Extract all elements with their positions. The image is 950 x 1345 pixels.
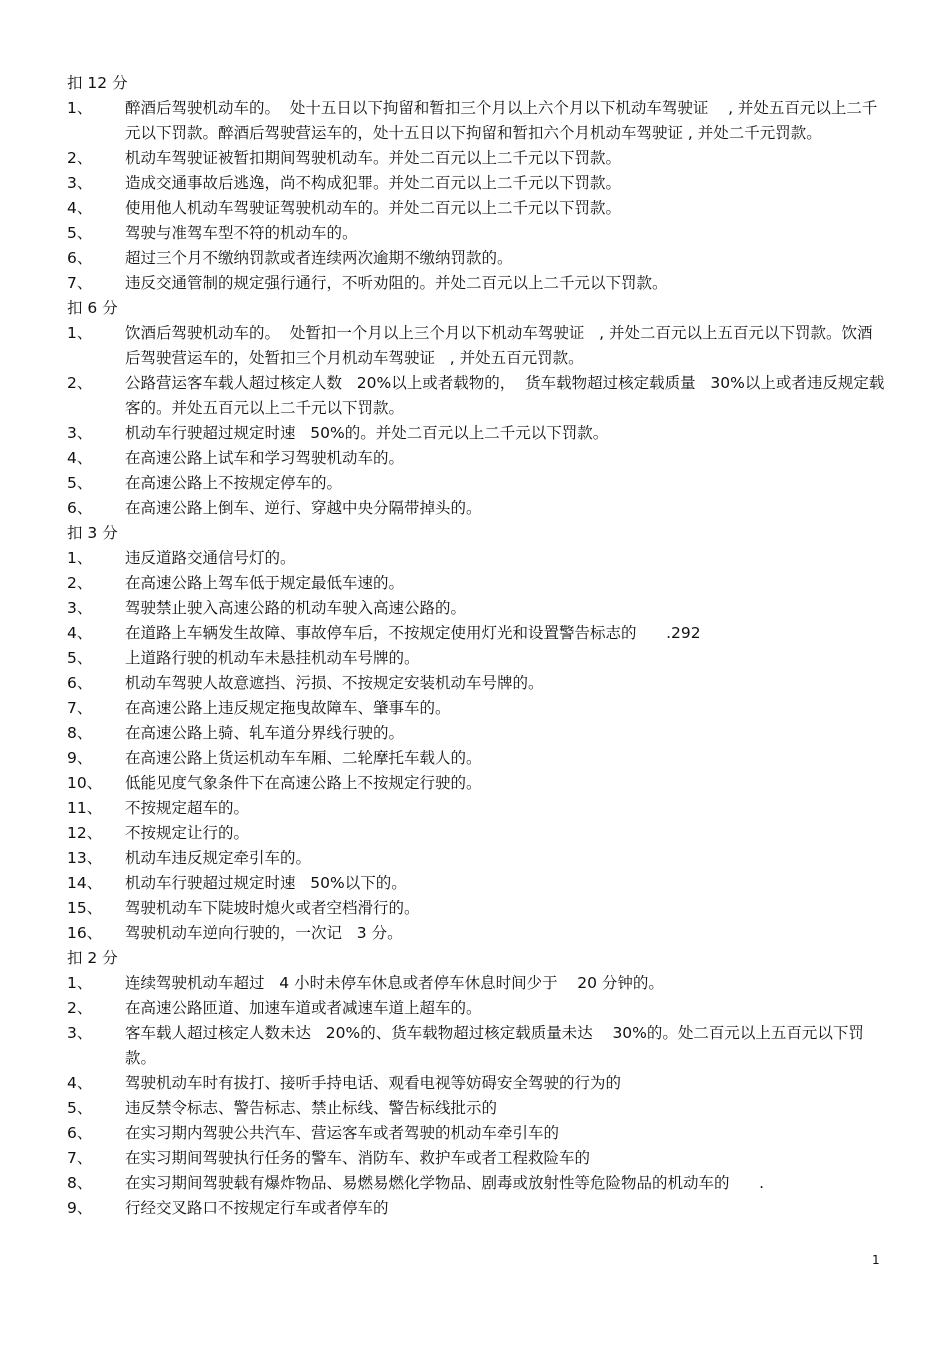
section-heading: 扣 6 分 [67,299,118,317]
item-number: 2、 [67,999,93,1017]
item-number: 4、 [67,449,93,467]
item-number: 5、 [67,649,93,667]
item-number: 3、 [67,599,93,617]
item-number: 1、 [67,549,93,567]
list-item [67,971,887,996]
item-text: 在高速公路匝道、加速车道或者减速车道上超车的。 [125,999,482,1017]
list-item [67,796,887,821]
item-text: 公路营运客车载人超过核定人数 20%以上或者载物的， 货车载物超过核定载质量 30%以上或者违反规定载客的。并处五百元以上二千元以下罚款。 [125,374,885,417]
item-number: 1、 [67,974,93,992]
item-text: 驾驶机动车逆向行驶的，一次记 3 分。 [125,924,403,942]
item-text: 驾驶与准驾车型不符的机动车的。 [125,224,358,242]
item-number: 1、 [67,99,93,117]
item-text: 在实习期间驾驶执行任务的警车、消防车、救护车或者工程救险车的 [125,1149,591,1167]
item-text: 机动车驾驶证被暂扣期间驾驶机动车。并处二百元以上二千元以下罚款。 [125,149,622,167]
item-number: 15、 [67,899,103,917]
list-item [67,571,887,596]
item-text: 在高速公路上违反规定拖曳故障车、肇事车的。 [125,699,451,717]
item-number: 6、 [67,499,93,517]
list-item [67,646,887,671]
document-body [67,71,887,1221]
list-item [67,871,887,896]
list-item [67,721,887,746]
item-number: 5、 [67,1099,93,1117]
list-item [67,546,887,571]
item-number: 5、 [67,224,93,242]
section-heading: 扣 12 分 [67,74,128,92]
item-number: 8、 [67,1174,93,1192]
item-number: 8、 [67,724,93,742]
item-number: 16、 [67,924,103,942]
item-number: 3、 [67,424,93,442]
section-deduct-6 [67,296,887,521]
item-text: 上道路行驶的机动车未悬挂机动车号牌的。 [125,649,420,667]
item-number: 5、 [67,474,93,492]
list-item [67,446,887,471]
item-number: 9、 [67,749,93,767]
item-text: 造成交通事故后逃逸，尚不构成犯罪。并处二百元以上二千元以下罚款。 [125,174,622,192]
item-text: 在高速公路上试车和学习驾驶机动车的。 [125,449,405,467]
item-text: 驾驶机动车下陡坡时熄火或者空档滑行的。 [125,899,420,917]
section-heading: 扣 2 分 [67,949,118,967]
item-number: 7、 [67,1149,93,1167]
list-item [67,471,887,496]
item-text: 行经交叉路口不按规定行车或者停车的 [125,1199,389,1217]
section-deduct-3 [67,521,887,946]
list-item [67,996,887,1021]
item-text: 机动车违反规定牵引车的。 [125,849,312,867]
item-number: 3、 [67,1024,93,1042]
list-item [67,496,887,521]
list-item [67,196,887,221]
item-number: 7、 [67,699,93,717]
list-item [67,846,887,871]
item-text: 使用他人机动车驾驶证驾驶机动车的。并处二百元以上二千元以下罚款。 [125,199,622,217]
item-text: 在高速公路上货运机动车车厢、二轮摩托车载人的。 [125,749,482,767]
item-number: 13、 [67,849,103,867]
item-text: 不按规定超车的。 [125,799,250,817]
list-item [67,821,887,846]
item-text: 机动车行驶超过规定时速 50%以下的。 [125,874,407,892]
item-number: 4、 [67,1074,93,1092]
list-item [67,96,887,146]
list-item [67,421,887,446]
list-item [67,696,887,721]
item-text: 在高速公路上不按规定停车的。 [125,474,343,492]
item-number: 3、 [67,174,93,192]
list-item [67,896,887,921]
list-item [67,171,887,196]
item-text: 不按规定让行的。 [125,824,250,842]
page-number: 1 [872,1253,880,1267]
list-item [67,1071,887,1096]
list-item [67,596,887,621]
item-number: 2、 [67,374,93,392]
item-number: 4、 [67,624,93,642]
item-number: 12、 [67,824,103,842]
list-item [67,246,887,271]
section-heading: 扣 3 分 [67,524,118,542]
item-number: 9、 [67,1199,93,1217]
item-text: 在实习期内驾驶公共汽车、营运客车或者驾驶的机动车牵引车的 [125,1124,560,1142]
item-text: 违反禁令标志、警告标志、禁止标线、警告标线批示的 [125,1099,498,1117]
item-number: 14、 [67,874,103,892]
list-item [67,371,887,421]
list-item [67,1096,887,1121]
item-text: 机动车驾驶人故意遮挡、污损、不按规定安装机动车号牌的。 [125,674,544,692]
item-number: 1、 [67,324,93,342]
item-text: 机动车行驶超过规定时速 50%的。并处二百元以上二千元以下罚款。 [125,424,609,442]
section-deduct-2 [67,946,887,1221]
item-text: 低能见度气象条件下在高速公路上不按规定行驶的。 [125,774,482,792]
list-item [67,921,887,946]
item-text: 超过三个月不缴纳罚款或者连续两次逾期不缴纳罚款的。 [125,249,513,267]
section-deduct-12 [67,71,887,296]
item-number: 11、 [67,799,103,817]
list-item [67,671,887,696]
list-item [67,1021,887,1071]
list-item [67,271,887,296]
item-text: 在高速公路上骑、轧车道分界线行驶的。 [125,724,405,742]
item-text: 醉酒后驾驶机动车的。 处十五日以下拘留和暂扣三个月以上六个月以下机动车驾驶证 , 并处五百元以上二千元以下罚款。醉酒后驾驶营运车的，处十五日以下拘留和暂扣六个月机动车驾驶证 , 并处二千元罚款。 [125,99,878,142]
list-item [67,221,887,246]
item-number: 6、 [67,1124,93,1142]
list-item [67,1171,887,1196]
item-text: 违反道路交通信号灯的。 [125,549,296,567]
item-number: 6、 [67,674,93,692]
item-text: 在道路上车辆发生故障、事故停车后，不按规定使用灯光和设置警告标志的 .292 [125,624,701,642]
item-text: 饮酒后驾驶机动车的。 处暂扣一个月以上三个月以下机动车驾驶证 , 并处二百元以上五百元以下罚款。饮酒后驾驶营运车的，处暂扣三个月机动车驾驶证 , 并处五百元罚款。 [125,324,873,367]
item-number: 6、 [67,249,93,267]
list-item [67,1196,887,1221]
item-text: 客车载人超过核定人数未达 20%的、货车载物超过核定载质量未达 30%的。处二百元以上五百元以下罚款。 [125,1024,864,1067]
item-text: 违反交通管制的规定强行通行，不听劝阻的。并处二百元以上二千元以下罚款。 [125,274,668,292]
item-text: 连续驾驶机动车超过 4 小时未停车休息或者停车休息时间少于 20 分钟的。 [125,974,664,992]
list-item [67,146,887,171]
list-item [67,746,887,771]
item-number: 10、 [67,774,103,792]
item-text: 驾驶机动车时有拔打、接听手持电话、观看电视等妨碍安全驾驶的行为的 [125,1074,622,1092]
item-number: 2、 [67,149,93,167]
item-number: 7、 [67,274,93,292]
item-text: 在高速公路上倒车、逆行、穿越中央分隔带掉头的。 [125,499,482,517]
list-item [67,621,887,646]
list-item [67,1121,887,1146]
item-number: 4、 [67,199,93,217]
item-text: 驾驶禁止驶入高速公路的机动车驶入高速公路的。 [125,599,467,617]
item-number: 2、 [67,574,93,592]
item-text: 在高速公路上驾车低于规定最低车速的。 [125,574,405,592]
item-text: 在实习期间驾驶载有爆炸物品、易燃易燃化学物品、剧毒或放射性等危险物品的机动车的 . [125,1174,764,1192]
list-item [67,321,887,371]
list-item [67,1146,887,1171]
list-item [67,771,887,796]
